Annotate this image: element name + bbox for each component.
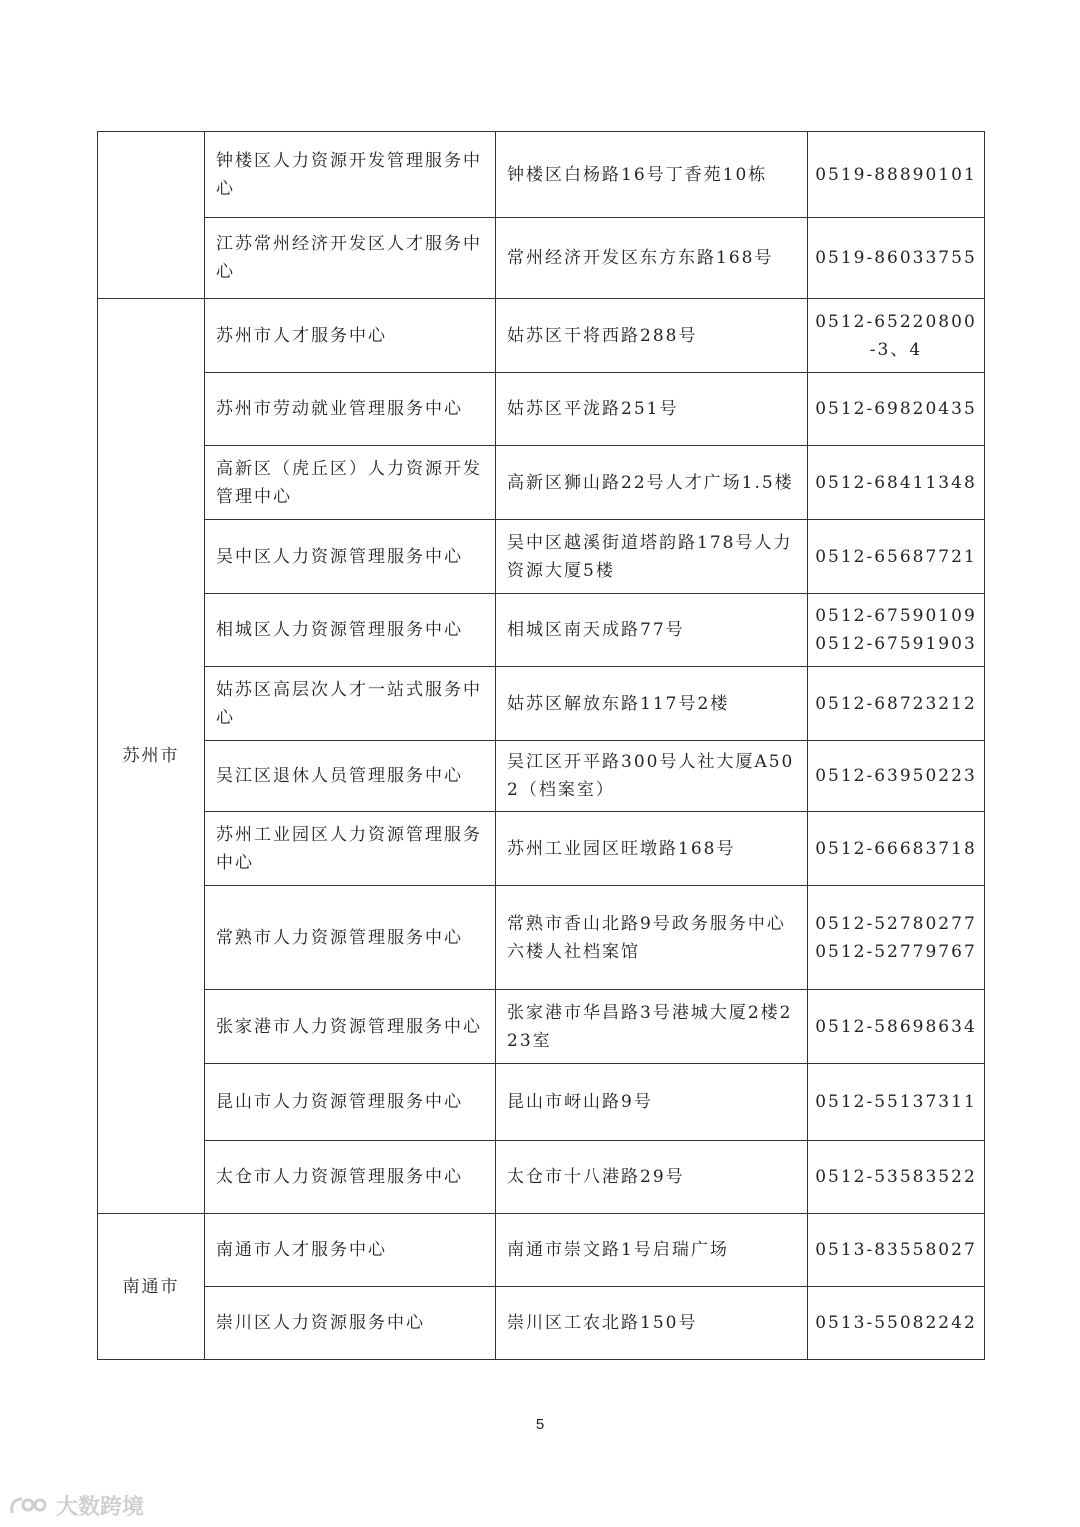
phone-cell xyxy=(808,990,985,1064)
organization-cell: 姑苏区高层次人才一站式服务中心 xyxy=(205,667,496,741)
phone-cell xyxy=(808,520,985,594)
address-cell: 张家港市华昌路3号港城大厦2楼223室 xyxy=(496,990,808,1064)
phone-number: 0512-67591903 xyxy=(815,634,977,654)
table-row xyxy=(98,667,985,741)
organization-cell: 吴江区退休人员管理服务中心 xyxy=(205,741,496,812)
organization-cell: 高新区（虎丘区）人力资源开发管理中心 xyxy=(205,446,496,520)
phone-number: 0512-55137311 xyxy=(815,1092,977,1112)
address-cell: 常熟市香山北路9号政务服务中心六楼人社档案馆 xyxy=(496,886,808,990)
phone-cell xyxy=(808,812,985,886)
table-row xyxy=(98,520,985,594)
table-row xyxy=(98,446,985,520)
organization-cell: 苏州市劳动就业管理服务中心 xyxy=(205,373,496,446)
organization-cell: 吴中区人力资源管理服务中心 xyxy=(205,520,496,594)
phone-number: 0512-52779767 xyxy=(815,941,977,962)
phone-number: 0519-88890101 xyxy=(815,164,977,185)
organization-cell: 苏州市人才服务中心 xyxy=(205,299,496,373)
table-row xyxy=(98,741,985,812)
phone-number: 0513-83558027 xyxy=(815,1240,977,1260)
city-cell xyxy=(98,132,205,299)
address-cell: 吴江区开平路300号人社大厦A502（档案室） xyxy=(496,741,808,812)
phone-number: 0519-86033755 xyxy=(815,248,977,268)
service-center-table xyxy=(97,131,985,1360)
phone-cell xyxy=(808,886,985,990)
table-row xyxy=(98,373,985,446)
watermark-text: 大数跨境 xyxy=(56,1495,145,1520)
phone-cell xyxy=(808,1287,985,1360)
organization-cell: 南通市人才服务中心 xyxy=(205,1214,496,1287)
phone-number: 0512-69820435 xyxy=(815,399,977,419)
organization-cell: 昆山市人力资源管理服务中心 xyxy=(205,1064,496,1141)
watermark xyxy=(8,1490,144,1521)
table-row xyxy=(98,1287,985,1360)
phone-cell xyxy=(808,218,985,299)
phone-number: 0512-65687721 xyxy=(815,546,977,567)
organization-cell: 太仓市人力资源管理服务中心 xyxy=(205,1141,496,1214)
address-cell: 钟楼区白杨路16号丁香苑10栋 xyxy=(496,132,808,218)
phone-cell xyxy=(808,1141,985,1214)
phone-cell xyxy=(808,1214,985,1287)
phone-number: 0512-58698634 xyxy=(815,1016,977,1037)
phone-cell xyxy=(808,667,985,741)
phone-number: 0512-68723212 xyxy=(815,693,977,714)
organization-cell: 苏州工业园区人力资源管理服务中心 xyxy=(205,812,496,886)
table-row xyxy=(98,218,985,299)
phone-number: 0512-67590109 xyxy=(815,606,977,626)
table-row xyxy=(98,299,985,373)
address-cell: 太仓市十八港路29号 xyxy=(496,1141,808,1214)
phone-number: 0512-52780277 xyxy=(815,913,977,934)
city-cell: 南通市 xyxy=(98,1214,205,1360)
address-cell: 苏州工业园区旺墩路168号 xyxy=(496,812,808,886)
phone-cell xyxy=(808,299,985,373)
table-row xyxy=(98,886,985,990)
phone-number: 0512-68411348 xyxy=(815,472,977,493)
phone-number: 0512-53583522 xyxy=(815,1167,977,1187)
address-cell: 姑苏区解放东路117号2楼 xyxy=(496,667,808,741)
phone-cell xyxy=(808,594,985,667)
table-row xyxy=(98,990,985,1064)
phone-number: 0512-65220800-3、4 xyxy=(815,311,977,360)
table-row xyxy=(98,132,985,218)
phone-number: 0512-66683718 xyxy=(815,838,977,859)
address-cell: 姑苏区平泷路251号 xyxy=(496,373,808,446)
phone-cell xyxy=(808,446,985,520)
organization-cell: 张家港市人力资源管理服务中心 xyxy=(205,990,496,1064)
table-row xyxy=(98,1214,985,1287)
phone-cell xyxy=(808,1064,985,1141)
phone-number: 0512-63950223 xyxy=(815,766,977,786)
page-number: 5 xyxy=(535,1416,545,1433)
phone-cell xyxy=(808,741,985,812)
phone-cell xyxy=(808,132,985,218)
address-cell: 相城区南天成路77号 xyxy=(496,594,808,667)
city-cell: 苏州市 xyxy=(98,299,205,1214)
table-row xyxy=(98,1064,985,1141)
address-cell: 常州经济开发区东方东路168号 xyxy=(496,218,808,299)
address-cell: 崇川区工农北路150号 xyxy=(496,1287,808,1360)
address-cell: 吴中区越溪街道塔韵路178号人力资源大厦5楼 xyxy=(496,520,808,594)
table-row xyxy=(98,1141,985,1214)
organization-cell: 常熟市人力资源管理服务中心 xyxy=(205,886,496,990)
phone-number: 0513-55082242 xyxy=(815,1313,977,1333)
address-cell: 昆山市岈山路9号 xyxy=(496,1064,808,1141)
organization-cell: 相城区人力资源管理服务中心 xyxy=(205,594,496,667)
phone-cell xyxy=(808,373,985,446)
organization-cell: 崇川区人力资源服务中心 xyxy=(205,1287,496,1360)
address-cell: 南通市崇文路1号启瑞广场 xyxy=(496,1214,808,1287)
organization-cell: 江苏常州经济开发区人才服务中心 xyxy=(205,218,496,299)
table-row xyxy=(98,812,985,886)
table-row xyxy=(98,594,985,667)
organization-cell: 钟楼区人力资源开发管理服务中心 xyxy=(205,132,496,218)
address-cell: 高新区狮山路22号人才广场1.5楼 xyxy=(496,446,808,520)
address-cell: 姑苏区干将西路288号 xyxy=(496,299,808,373)
brand-logo-icon xyxy=(8,1493,50,1519)
